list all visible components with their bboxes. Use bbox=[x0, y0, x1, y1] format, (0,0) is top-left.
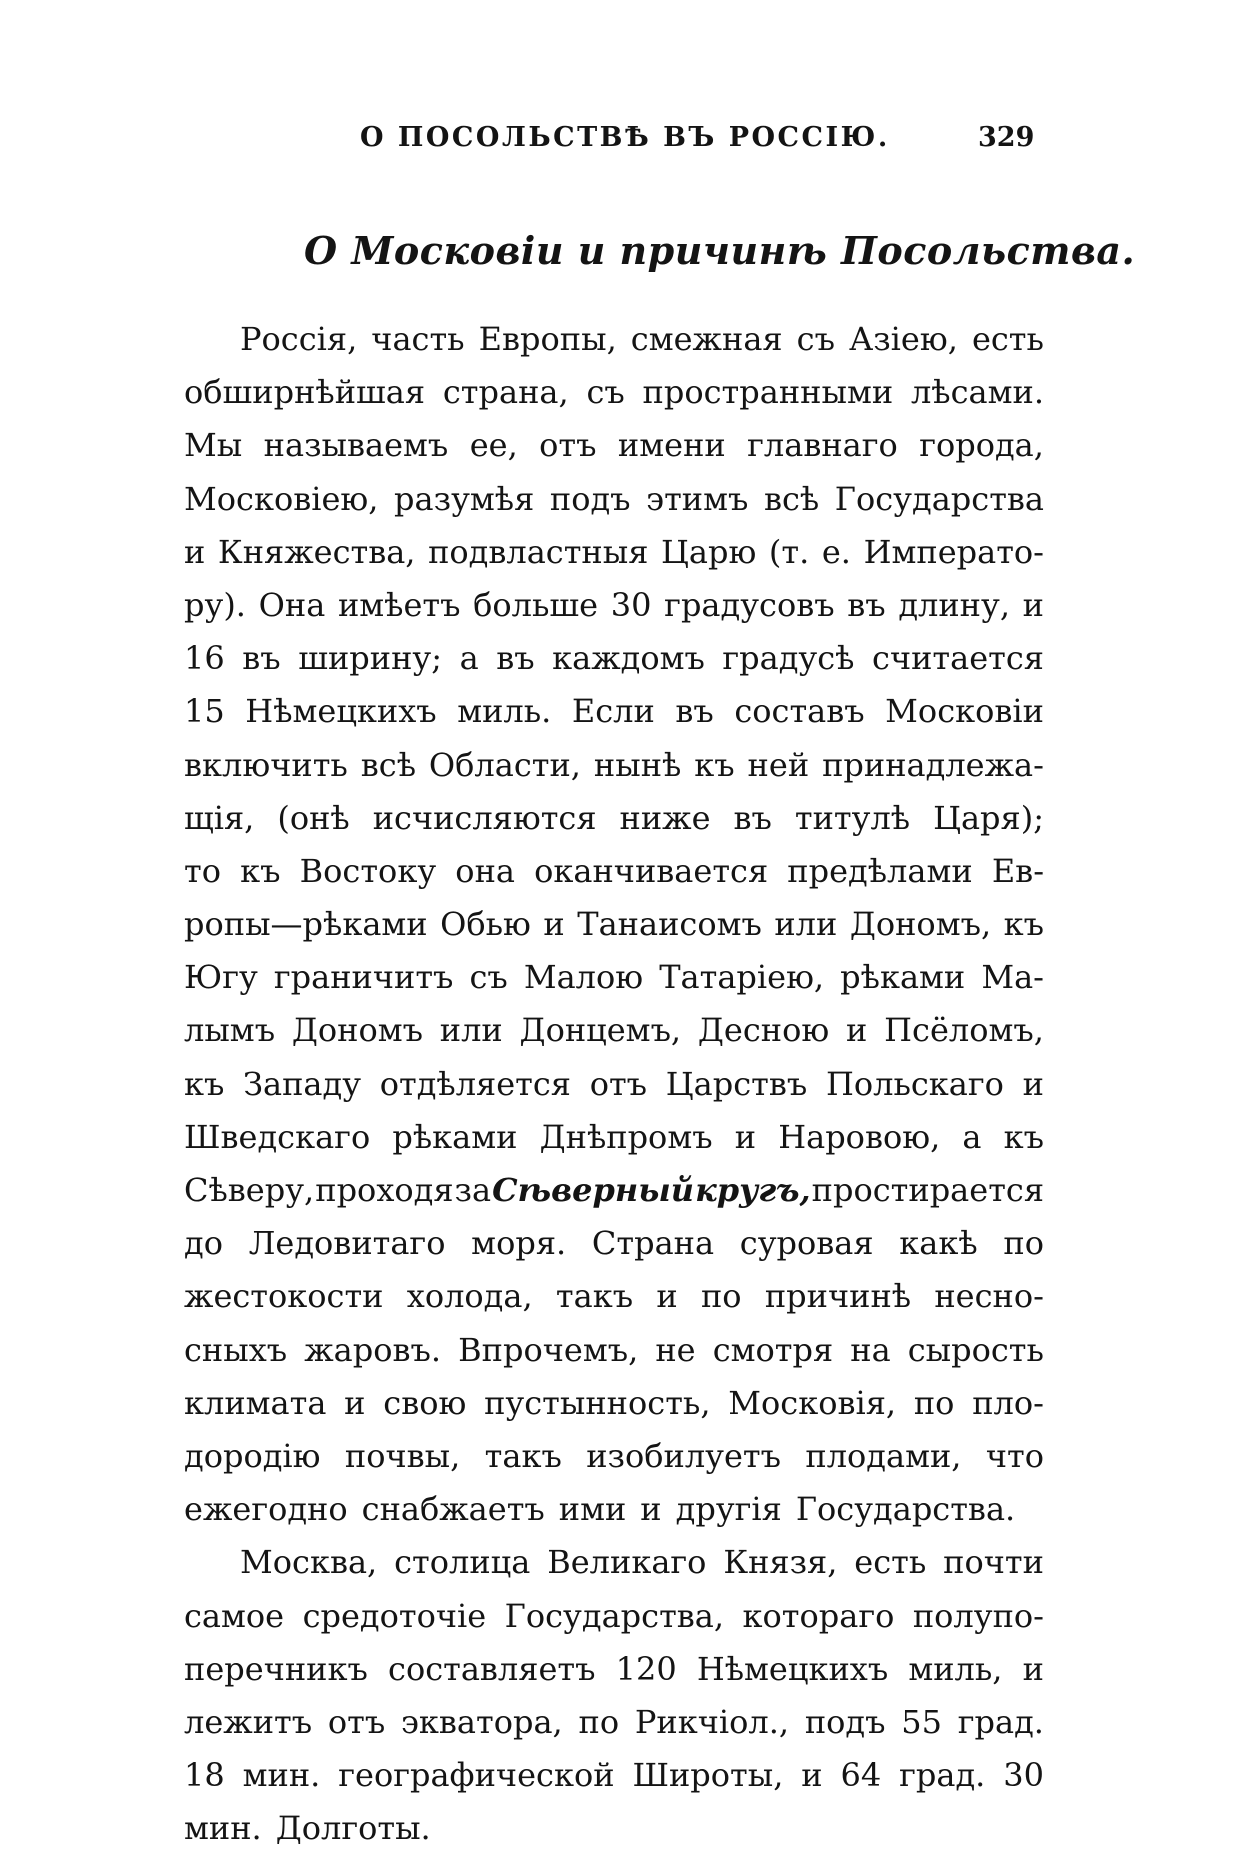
text-line: Московіею, разумѣя подъ этимъ всѣ Государства bbox=[184, 479, 1044, 518]
text-line: Югу граничитъ съ Малою Татаріею, рѣками Ма- bbox=[184, 958, 1044, 997]
body-text bbox=[184, 313, 1044, 1855]
text-line: лежитъ отъ экватора, по Рикчіол., подъ 55 град. bbox=[184, 1702, 1044, 1741]
text-line: климата и свою пустынность, Московія, по пло- bbox=[184, 1383, 1044, 1422]
text-line: дородію почвы, такъ изобилуетъ плодами, что bbox=[184, 1436, 1044, 1475]
section-title: О Московіи и причинѣ Посольства. bbox=[304, 228, 1136, 273]
text-line: ру). Она имѣетъ больше 30 градусовъ въ длину, и bbox=[184, 585, 1044, 624]
text-line: самое средоточіе Государства, котораго полупо- bbox=[184, 1596, 1044, 1635]
text-line: лымъ Дономъ или Донцемъ, Десною и Псёломъ, bbox=[184, 1011, 1044, 1050]
text-line: щія, (онѣ исчисляются ниже въ титулѣ Царя); bbox=[184, 798, 1044, 837]
text-line: къ Западу отдѣляется отъ Царствъ Польскаго и bbox=[184, 1064, 1044, 1103]
text-line: до Ледовитаго моря. Страна суровая какѣ по bbox=[184, 1224, 1044, 1263]
text-line: мин. Долготы. bbox=[184, 1809, 431, 1848]
text-line: Мы называемъ ее, отъ имени главнаго города, bbox=[184, 426, 1044, 465]
text-line: Россія, часть Европы, смежная съ Азіею, есть bbox=[240, 320, 1044, 358]
text-line: Шведскаго рѣками Днѣпромъ и Наровою, а къ bbox=[184, 1117, 1044, 1156]
text-line: то къ Востоку она оканчивается предѣлами Ев- bbox=[184, 851, 1044, 890]
text-line: ропы—рѣками Обью и Танаисомъ или Дономъ, къ bbox=[184, 905, 1044, 944]
text-line: 16 въ ширину; а въ каждомъ градусѣ считается bbox=[184, 639, 1044, 678]
page-number: 329 bbox=[978, 122, 1035, 153]
text-line: 18 мин. географической Широты, и 64 град. 30 bbox=[184, 1756, 1044, 1795]
text-line: включить всѣ Области, нынѣ къ ней принадлежа- bbox=[184, 745, 1044, 784]
text-line: перечникъ составляетъ 120 Нѣмецкихъ миль, и bbox=[184, 1649, 1044, 1688]
running-head: О ПОСОЛЬСТВѢ ВЪ РОССІЮ. bbox=[360, 122, 890, 153]
text-line: Москва, столица Великаго Князя, есть почти bbox=[240, 1543, 1044, 1582]
text-line: Сѣверу, проходя за Сѣверный кругъ, простирается bbox=[184, 1171, 1044, 1209]
text-line: и Княжества, подвластныя Царю (т. е. Императо- bbox=[184, 532, 1044, 571]
text-line: жестокости холода, такъ и по причинѣ несно- bbox=[184, 1277, 1044, 1316]
text-line: 15 Нѣмецкихъ миль. Если въ составъ Московіи bbox=[184, 692, 1044, 731]
text-line: ежегодно снабжаетъ ими и другія Государства. bbox=[184, 1490, 1016, 1529]
text-line: обширнѣйшая страна, съ пространными лѣсами. bbox=[184, 373, 1044, 412]
text-line: сныхъ жаровъ. Впрочемъ, не смотря на сырость bbox=[184, 1330, 1044, 1369]
